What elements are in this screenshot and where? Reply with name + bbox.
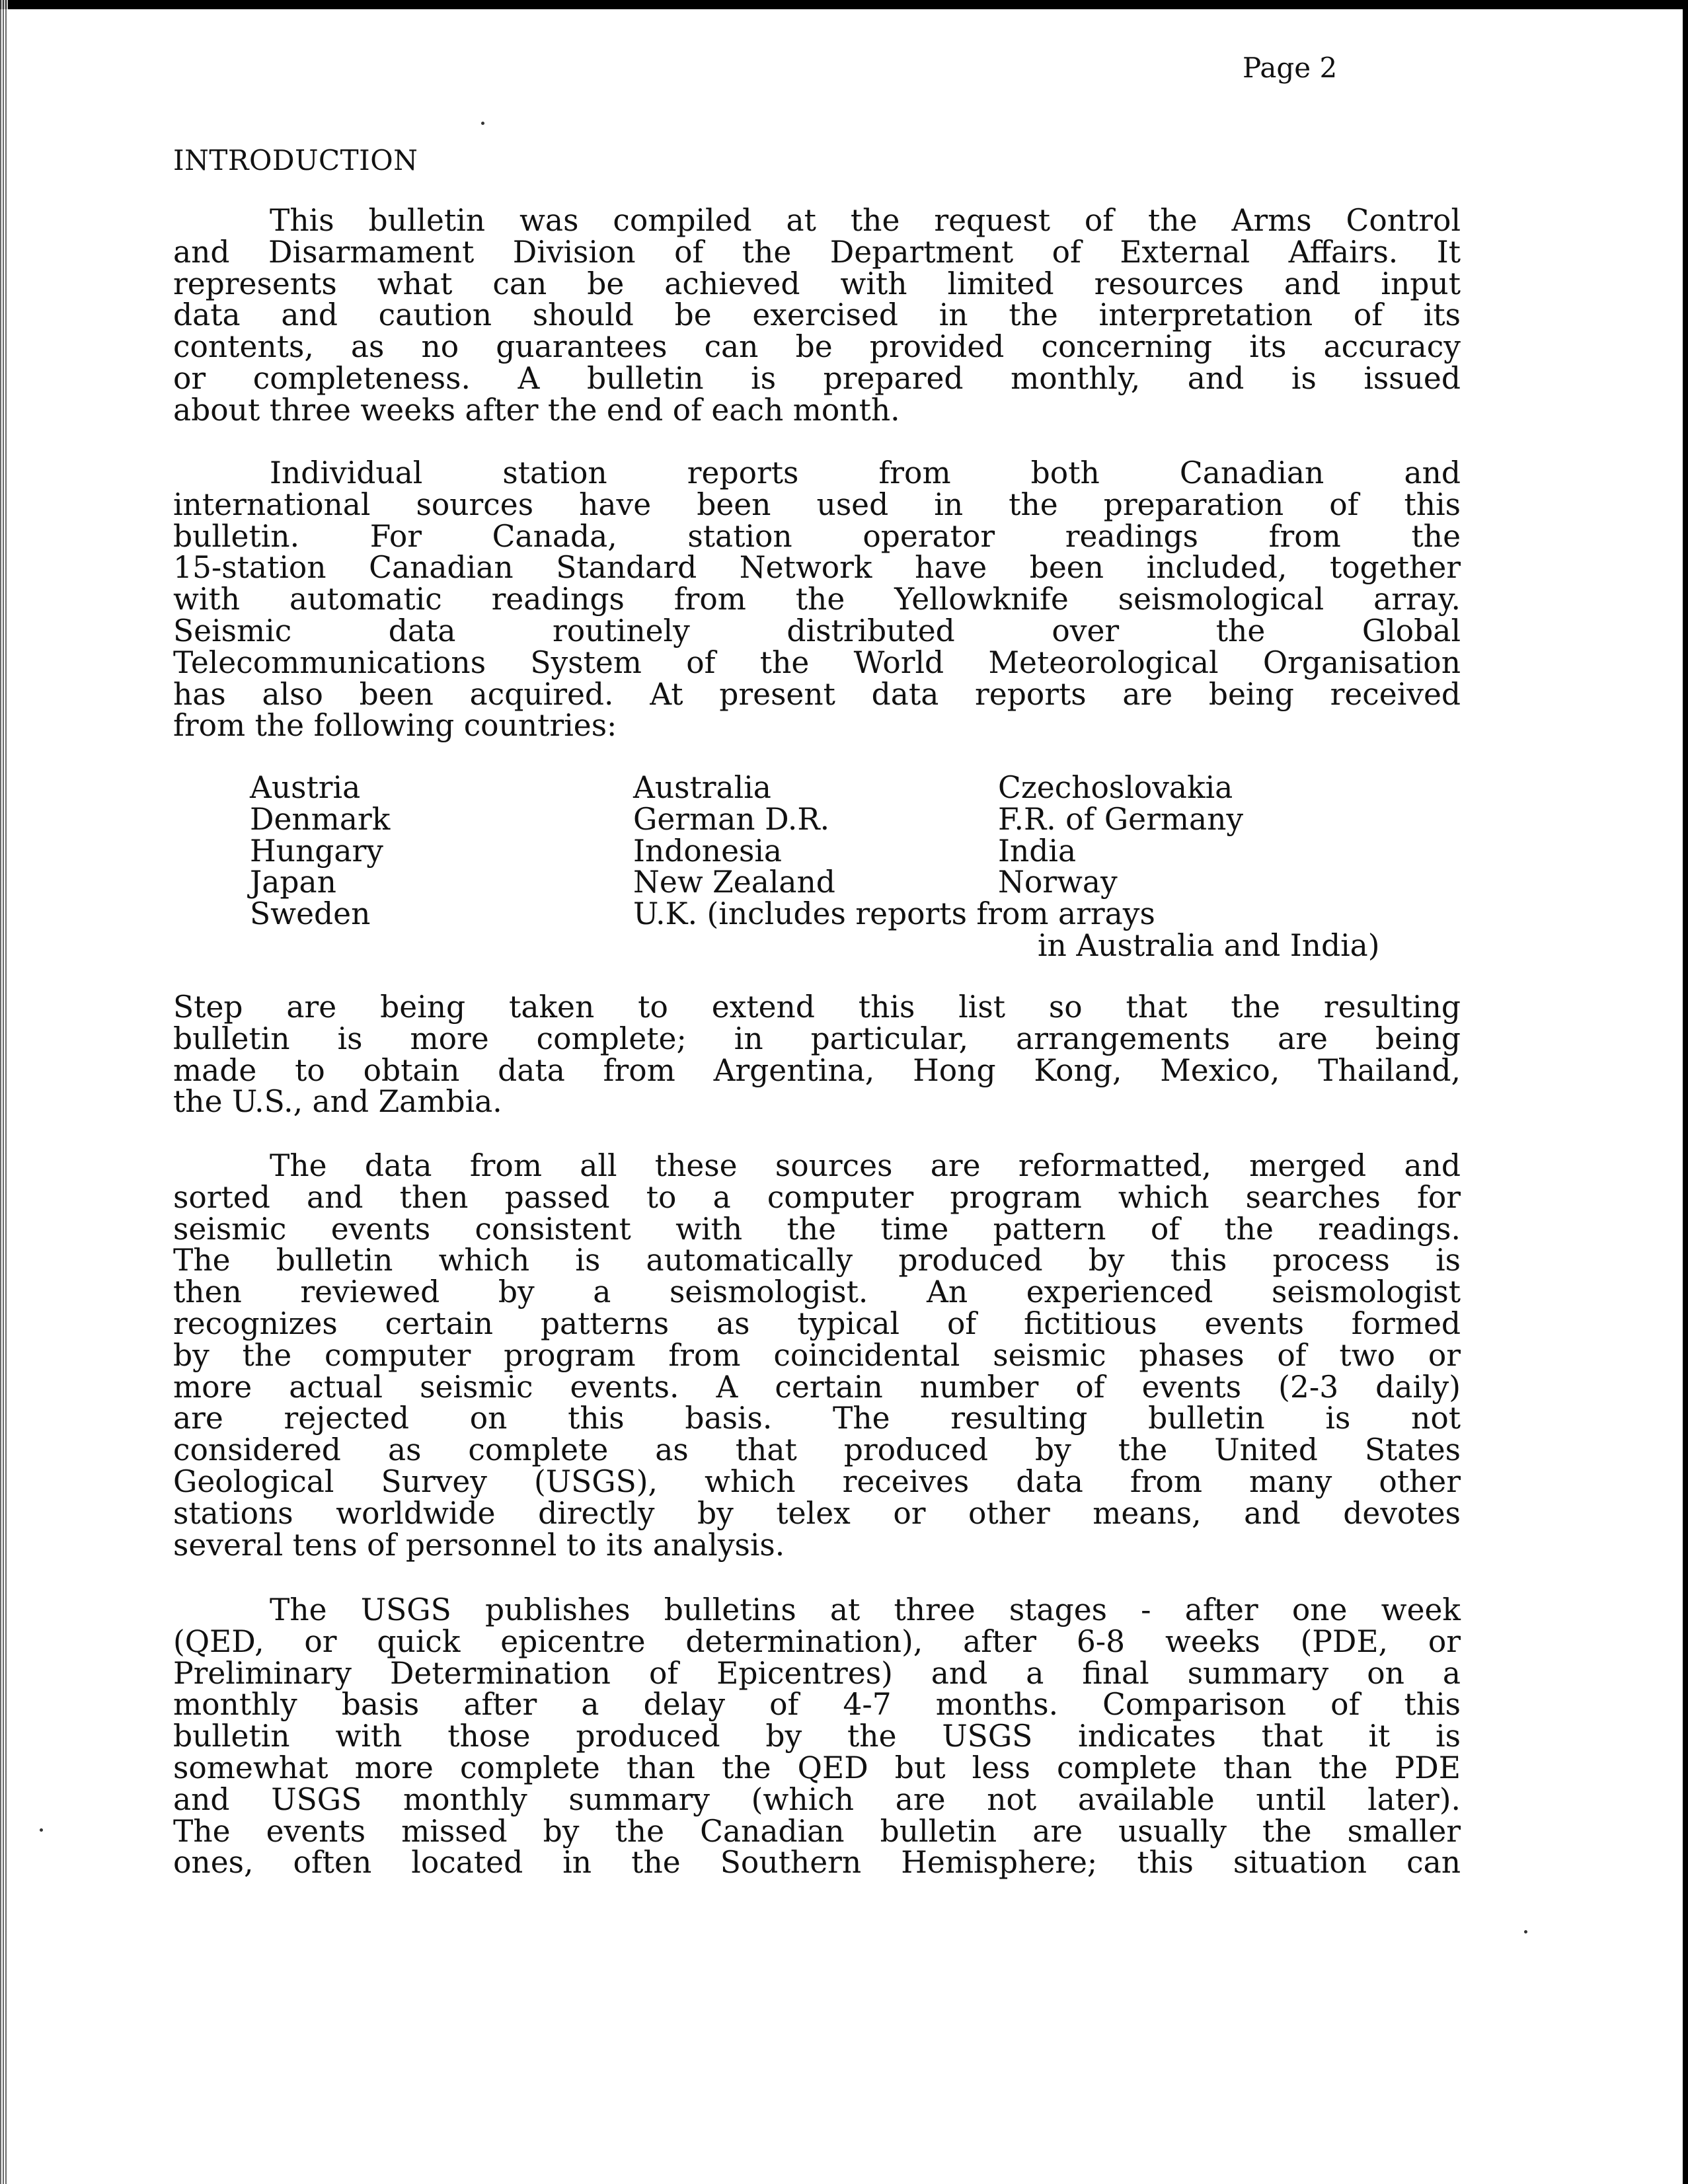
country-name: Sweden bbox=[250, 896, 371, 932]
scan-right-border bbox=[1683, 0, 1688, 2184]
paragraph-3 bbox=[173, 992, 1461, 1118]
paragraph-line: This bulletin was compiled at the request of the Arms Control bbox=[270, 203, 1461, 238]
paragraph-line: The USGS publishes bulletins at three stages - after one week bbox=[270, 1592, 1461, 1627]
paragraph-line: more actual seismic events. A certain number of events (2-3 daily) bbox=[173, 1369, 1461, 1405]
paragraph-line: about three weeks after the end of each month. bbox=[173, 392, 900, 428]
paragraph-line: made to obtain data from Argentina, Hong Kong, Mexico, Thailand, bbox=[173, 1052, 1461, 1088]
paragraph-line: Individual station reports from both Canadian and bbox=[270, 455, 1461, 490]
scan-speck bbox=[40, 1828, 43, 1832]
paragraph-line: with automatic readings from the Yellowknife seismological array. bbox=[173, 582, 1461, 617]
paragraph-line: Seismic data routinely distributed over the Global bbox=[173, 613, 1461, 648]
paragraph-line: considered as complete as that produced by the United States bbox=[173, 1432, 1461, 1468]
paragraph-line: several tens of personnel to its analysis. bbox=[173, 1527, 785, 1563]
paragraph-line: bulletin with those produced by the USGS indicates that it is bbox=[173, 1719, 1461, 1754]
paragraph-line: stations worldwide directly by telex or other means, and devotes bbox=[173, 1495, 1461, 1531]
scan-speck bbox=[1524, 1930, 1527, 1933]
country-name: Denmark bbox=[250, 801, 391, 837]
paragraph-line: Telecommunications System of the World Meteorological Organisation bbox=[173, 644, 1461, 680]
country-name: Austria bbox=[250, 770, 361, 805]
paragraph-line: from the following countries: bbox=[173, 708, 617, 744]
country-name: U.K. (includes reports from arrays bbox=[633, 896, 1155, 932]
paragraph-line: and Disarmament Division of the Department of External Affairs. It bbox=[173, 234, 1461, 270]
country-name: Japan bbox=[250, 865, 336, 900]
paragraph-5 bbox=[173, 1594, 1461, 1879]
country-name: Norway bbox=[998, 865, 1118, 900]
paragraph-line: The data from all these sources are reformatted, merged and bbox=[270, 1148, 1461, 1183]
paragraph-line: The events missed by the Canadian bulletin are usually the smaller bbox=[173, 1813, 1461, 1849]
paragraph-line: monthly basis after a delay of 4-7 months. Comparison of this bbox=[173, 1687, 1461, 1723]
paragraph-line: The bulletin which is automatically produced by this process is bbox=[173, 1243, 1461, 1278]
paragraph-4 bbox=[173, 1150, 1461, 1561]
paragraph-line: then reviewed by a seismologist. An experienced seismologist bbox=[173, 1274, 1461, 1310]
country-name: India bbox=[998, 833, 1077, 869]
paragraph-line: recognizes certain patterns as typical of fictitious events formed bbox=[173, 1306, 1461, 1341]
country-name: Czechoslovakia bbox=[998, 770, 1233, 805]
country-name: German D.R. bbox=[633, 801, 830, 837]
paragraph-line: 15-station Canadian Standard Network have been included, together bbox=[173, 550, 1461, 586]
paragraph-2 bbox=[173, 457, 1461, 742]
paragraph-line: (QED, or quick epicentre determination), after 6-8 weeks (PDE, or bbox=[173, 1623, 1461, 1659]
country-name: Australia bbox=[633, 770, 771, 805]
paragraph-line: and USGS monthly summary (which are not available until later). bbox=[173, 1781, 1461, 1817]
paragraph-line: sorted and then passed to a computer program which searches for bbox=[173, 1179, 1461, 1215]
paragraph-line: has also been acquired. At present data reports are being received bbox=[173, 676, 1461, 712]
paragraph-line: or completeness. A bulletin is prepared monthly, and is issued bbox=[173, 360, 1461, 396]
paragraph-line: represents what can be achieved with limited resources and input bbox=[173, 266, 1461, 301]
paragraph-line: somewhat more complete than the QED but less complete than the PDE bbox=[173, 1750, 1461, 1785]
country-name: New Zealand bbox=[633, 865, 835, 900]
country-name: Hungary bbox=[250, 833, 383, 869]
scan-top-border bbox=[0, 0, 1688, 9]
paragraph-line: the U.S., and Zambia. bbox=[173, 1084, 502, 1120]
paragraph-line: bulletin is more complete; in particular, arrangements are being bbox=[173, 1021, 1461, 1056]
country-name: Indonesia bbox=[633, 833, 783, 869]
paragraph-line: Geological Survey (USGS), which receives data from many other bbox=[173, 1463, 1461, 1499]
paragraph-1 bbox=[173, 205, 1461, 426]
paragraph-line: ones, often located in the Southern Hemisphere; this situation can bbox=[173, 1845, 1461, 1881]
scan-speck bbox=[481, 122, 484, 125]
paragraph-line: international sources have been used in the preparation of this bbox=[173, 487, 1461, 522]
paragraph-line: data and caution should be exercised in the interpretation of its bbox=[173, 297, 1461, 333]
paragraph-line: are rejected on this basis. The resulting bulletin is not bbox=[173, 1401, 1461, 1436]
page-number: Page 2 bbox=[1243, 52, 1338, 84]
scan-left-edge bbox=[0, 0, 8, 2184]
paragraph-line: Step are being taken to extend this list so that the resulting bbox=[173, 990, 1461, 1025]
paragraph-line: by the computer program from coincidental seismic phases of two or bbox=[173, 1337, 1461, 1373]
country-name: F.R. of Germany bbox=[998, 801, 1244, 837]
paragraph-line: bulletin. For Canada, station operator readings from the bbox=[173, 518, 1461, 554]
paragraph-line: Preliminary Determination of Epicentres) and a final summary on a bbox=[173, 1655, 1461, 1691]
country-note: in Australia and India) bbox=[1038, 927, 1380, 963]
section-heading: INTRODUCTION bbox=[173, 144, 418, 176]
paragraph-line: seismic events consistent with the time pattern of the readings. bbox=[173, 1211, 1461, 1247]
paragraph-line: contents, as no guarantees can be provided concerning its accuracy bbox=[173, 329, 1461, 365]
